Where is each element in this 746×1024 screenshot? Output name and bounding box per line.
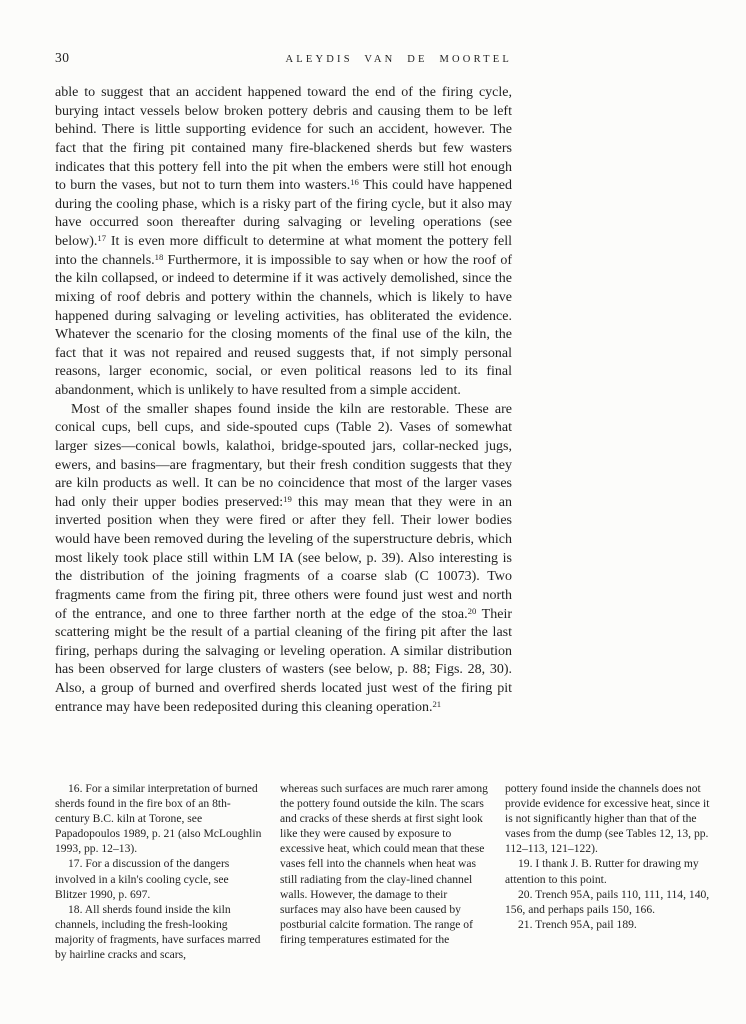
footnote-ref: 18 — [154, 251, 164, 262]
footnote: 17. For a discussion of the dangers involved in a kiln's cooling cycle, see Blitzer 1990, p. 697. — [55, 857, 230, 901]
footnotes-section — [55, 781, 713, 962]
footnote-ref: 17 — [97, 233, 107, 244]
body-paragraph: Most of the smaller shapes found inside the kiln are restorable. These are conical cups, bell cups, and side-spouted cups (Table 2). Vases of somewhat larger sizes—conical bowls, kalathoi, bridge-spouted jars, collar-necked jugs, ewers, and basins—are fragmentary, but their fresh condition suggests that they are kiln products as well. It can be no coincidence that most of the larger vases had only their upper bodies preserved:$^{19}$ this may mean that they were in an inverted position when they were fired or after they fell. Their lower bodies would have been removed during the leveling of the superstructure debris, which most likely took place still within LM IA (see below, p. 39). Also interesting is the distribution of the joining fragments of a coarse slab (C 10073). Two fragments came from the firing pit, three others were found just west and north of the entrance, and one to three farther north at the edge of the stoa.$^{20}$ Their scattering might be the result of a partial cleaning of the firing pit after the last firing, perhaps during the salvaging or leveling operation. A similar distribution has been observed for large clusters of wasters (see below, p. 88; Figs. 28, 30). Also, a group of burned and overfired sherds located just west of the firing pit entrance may have been redeposited during this cleaning operation.$^{21}$ — [55, 401, 512, 715]
body-paragraph: able to suggest that an accident happened toward the end of the firing cycle, burying intact vessels below broken pottery debris and causing them to be left behind. There is little supporting evidence for such an accident, however. The fact that the firing pit contained many fire-blackened sherds but few wasters indicates that this pottery fell into the pit when the embers were still hot enough to burn the vases, but not to turn them into wasters.$^{16}$ This could have happened during the cooling phase, which is a risky part of the firing cycle, but it also may have occurred soon thereafter during salvaging or leveling operations (see below).$^{17}$ It is even more difficult to determine at what moment the pottery fell into the channels.$^{18}$ Furthermore, it is impossible to say when or how the roof of the kiln collapsed, or indeed to determine if it was actively demolished, since the mixing of roof debris and pottery within the channels, which is likely to have happened during salvaging or leveling activities, has obliterated the evidence. Whatever the scenario for the closing moments of the final use of the kiln, the fact that it was not repaired and reused suggests that, if not simply personal reasons, larger economic, social, or even political reasons led to its final abandonment, which is unlikely to have resulted from a simple accident. — [55, 85, 512, 398]
running-head: ALEYDIS VAN DE MOORTEL — [285, 54, 512, 65]
footnote-ref: 16 — [350, 177, 359, 188]
footnote: 20. Trench 95A, pails 110, 111, 114, 140, 156, and perhaps pails 150, 166. — [505, 887, 710, 916]
footnote-column — [280, 781, 488, 962]
footnote-column — [505, 781, 713, 962]
footnote-ref: 19 — [283, 493, 292, 504]
body-text — [55, 84, 512, 717]
footnote: 21. Trench 95A, pail 189. — [518, 917, 637, 931]
footnote-column — [55, 781, 263, 962]
footnote: 18. All sherds found inside the kiln channels, including the fresh-looking majority of fragments, have surfaces marred by hairline cracks and scars, — [55, 902, 261, 962]
footnote-ref: 21 — [432, 698, 442, 709]
footnote: 16. For a similar interpretation of burned sherds found in the fire box of an 8th-century B.C. kiln at Torone, see Papadopoulos 1989, p. 21 (also McLoughlin 1993, pp. 12–13). — [55, 782, 262, 856]
footnote: whereas such surfaces are much rarer among the pottery found outside the kiln. The scars and cracks of these sherds at first sight look like they were caused by exposure to excessive heat, which could mean that these vases fell into the channels when heat was still radiating from the clay-lined channel walls. However, the damage to their surfaces may also have been caused by postburial calcite formation. The range of firing temperatures estimated for the — [280, 782, 488, 946]
footnote-ref: 20 — [467, 605, 477, 616]
page-number: 30 — [55, 50, 70, 65]
page-header — [55, 50, 512, 66]
footnote: pottery found inside the channels does not provide evidence for excessive heat, since it is not significantly higher than that of the vases from the dump (see Tables 12, 13, pp. 112–113, 121–122). — [505, 782, 710, 856]
footnote: 19. I thank J. B. Rutter for drawing my attention to this point. — [505, 857, 699, 886]
